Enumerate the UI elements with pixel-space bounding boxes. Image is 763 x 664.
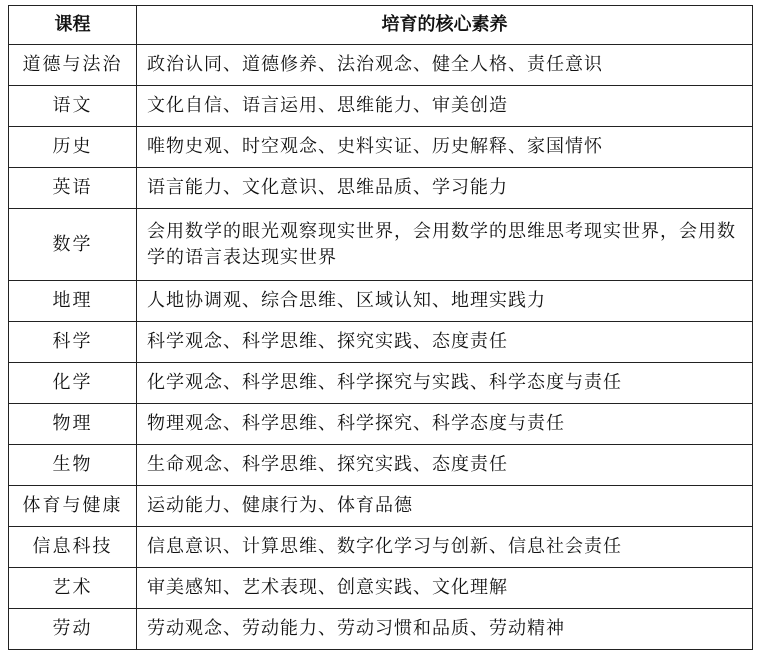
literacy-cell: 政治认同、道德修养、法治观念、健全人格、责任意识 (137, 45, 753, 86)
table-row (9, 363, 753, 404)
table-row (9, 322, 753, 363)
table-row (9, 86, 753, 127)
course-cell: 生物 (9, 445, 137, 486)
literacy-cell: 语言能力、文化意识、思维品质、学习能力 (137, 168, 753, 209)
table-row (9, 527, 753, 568)
header-core-literacy: 培育的核心素养 (137, 6, 753, 45)
literacy-cell: 唯物史观、时空观念、史料实证、历史解释、家国情怀 (137, 127, 753, 168)
literacy-cell: 物理观念、科学思维、科学探究、科学态度与责任 (137, 404, 753, 445)
course-cell: 劳动 (9, 609, 137, 650)
table-row (9, 445, 753, 486)
table-row (9, 45, 753, 86)
table-row (9, 281, 753, 322)
table-row (9, 568, 753, 609)
course-cell: 语文 (9, 86, 137, 127)
table-row (9, 486, 753, 527)
table-row (9, 404, 753, 445)
literacy-cell: 运动能力、健康行为、体育品德 (137, 486, 753, 527)
table-row (9, 127, 753, 168)
table-row (9, 209, 753, 281)
table-header-row (9, 6, 753, 45)
literacy-cell: 化学观念、科学思维、科学探究与实践、科学态度与责任 (137, 363, 753, 404)
course-cell: 物理 (9, 404, 137, 445)
course-cell: 英语 (9, 168, 137, 209)
table-container (8, 5, 752, 650)
literacy-cell: 信息意识、计算思维、数字化学习与创新、信息社会责任 (137, 527, 753, 568)
course-cell: 历史 (9, 127, 137, 168)
course-cell: 信息科技 (9, 527, 137, 568)
header-course: 课程 (9, 6, 137, 45)
literacy-cell: 生命观念、科学思维、探究实践、态度责任 (137, 445, 753, 486)
literacy-cell: 审美感知、艺术表现、创意实践、文化理解 (137, 568, 753, 609)
course-cell: 地理 (9, 281, 137, 322)
course-cell: 体育与健康 (9, 486, 137, 527)
table-row (9, 168, 753, 209)
course-cell: 艺术 (9, 568, 137, 609)
course-cell: 数学 (9, 209, 137, 281)
table-row (9, 609, 753, 650)
course-cell: 化学 (9, 363, 137, 404)
course-cell: 科学 (9, 322, 137, 363)
course-cell: 道德与法治 (9, 45, 137, 86)
core-literacy-table (8, 5, 753, 650)
literacy-cell: 人地协调观、综合思维、区域认知、地理实践力 (137, 281, 753, 322)
literacy-cell: 文化自信、语言运用、思维能力、审美创造 (137, 86, 753, 127)
literacy-cell: 科学观念、科学思维、探究实践、态度责任 (137, 322, 753, 363)
literacy-cell: 会用数学的眼光观察现实世界，会用数学的思维思考现实世界，会用数学的语言表达现实世界 (137, 209, 753, 281)
literacy-cell: 劳动观念、劳动能力、劳动习惯和品质、劳动精神 (137, 609, 753, 650)
